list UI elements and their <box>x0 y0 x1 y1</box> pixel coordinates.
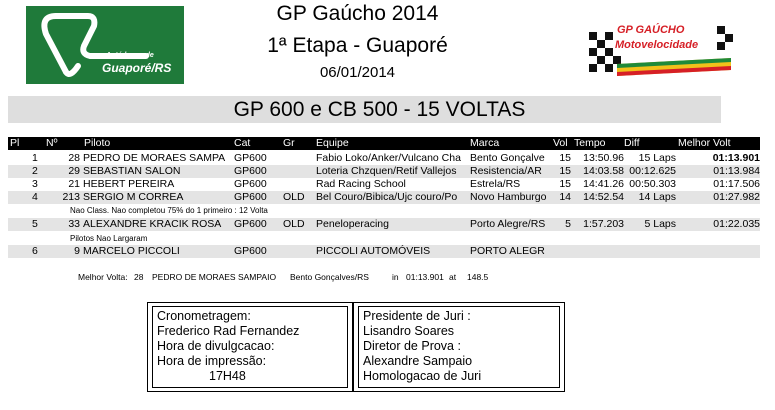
cell-pl: 3 <box>32 178 38 190</box>
box-line: Hora de divulgcacao: <box>157 339 275 353</box>
best-lap-speed: 148.5 <box>467 272 489 282</box>
cell-melhor: 01:17.506 <box>713 178 760 190</box>
cell-diff: 5 Laps <box>644 218 676 230</box>
col-vol: Vol <box>553 137 568 149</box>
box-line: Presidente de Juri : <box>363 309 471 323</box>
cell-piloto: PEDRO DE MORAES SAMPA <box>83 152 226 164</box>
cell-tempo: 1:57.203 <box>583 218 624 230</box>
box-line: Lisandro Soares <box>363 324 455 338</box>
logo-text-2: Motovelocidade <box>615 39 699 51</box>
cell-equipe: Bel Couro/Bibica/Ujc couro/Po <box>316 191 458 203</box>
cell-melhor: 01:13.901 <box>712 152 760 164</box>
table-row <box>8 152 760 165</box>
cell-melhor: 01:22.035 <box>713 218 760 230</box>
cell-cat: GP600 <box>234 245 267 257</box>
event-subtitle: 1ª Etapa - Guaporé <box>267 34 448 57</box>
cell-cat: GP600 <box>234 178 267 190</box>
cell-gr: OLD <box>283 218 305 230</box>
cell-melhor: 01:27.982 <box>713 191 760 203</box>
col-marca: Marca <box>470 137 500 149</box>
cell-pl: 5 <box>32 218 38 230</box>
cell-cat: GP600 <box>234 191 267 203</box>
best-lap-name: PEDRO DE MORAES SAMPAIO <box>152 272 277 282</box>
cell-tempo: 14:03.58 <box>583 165 624 177</box>
col-melhor: Melhor Volt <box>678 137 731 149</box>
col-pl: Pl <box>10 137 20 149</box>
best-lap-time: 01:13.901 <box>406 272 444 282</box>
cell-marca: PORTO ALEGR <box>470 245 545 257</box>
cell-tempo: 14:52.54 <box>583 191 624 203</box>
best-lap-at: at <box>449 272 457 282</box>
table-row <box>8 178 760 191</box>
cell-marca: Novo Hamburgo <box>470 191 547 203</box>
cell-cat: GP600 <box>234 152 267 164</box>
cell-pl: 6 <box>32 245 38 257</box>
cell-gr: OLD <box>283 191 305 203</box>
logo-text-1: GP GAÚCHO <box>617 24 685 36</box>
cell-equipe: Fabio Loko/Anker/Vulcano Cha <box>316 152 461 164</box>
cell-n: 213 <box>62 191 80 203</box>
box-line: Diretor de Prova : <box>363 339 461 353</box>
cell-n: 33 <box>68 218 80 230</box>
cell-vol: 14 <box>559 191 571 203</box>
table-row <box>8 218 760 231</box>
table-row <box>8 191 760 204</box>
logo-caption-1: Autódromo de <box>106 52 154 59</box>
best-lap-in: in <box>392 272 399 282</box>
cell-equipe: Loteria Chzquen/Retif Vallejos <box>316 165 457 177</box>
nao-class-note: Nao Class. Nao completou 75% do 1 primeiro : 12 Volta <box>70 206 268 215</box>
box-line: Alexandre Sampaio <box>363 354 473 368</box>
race-banner: GP 600 e CB 500 - 15 VOLTAS <box>8 96 721 123</box>
cell-marca: Resistencia/AR <box>470 165 542 177</box>
cell-marca: Porto Alegre/RS <box>470 218 546 230</box>
cell-diff: 00:50.303 <box>629 178 676 190</box>
best-lap-label: Melhor Volta: <box>78 272 128 282</box>
cell-piloto: MARCELO PICCOLI <box>83 245 180 257</box>
box-line: Homologacao de Juri <box>363 369 482 383</box>
cell-piloto: SEBASTIAN SALON <box>83 165 181 177</box>
col-tempo: Tempo <box>574 137 606 149</box>
box-line: Frederico Rad Fernandez <box>157 324 300 338</box>
timing-box <box>147 302 353 392</box>
cell-melhor: 01:13.984 <box>713 165 760 177</box>
cell-diff: 00:12.625 <box>629 165 676 177</box>
table-row <box>8 245 760 258</box>
cell-vol: 5 <box>565 218 571 230</box>
cell-pl: 2 <box>32 165 38 177</box>
table-row <box>8 165 760 178</box>
cell-n: 21 <box>68 178 80 190</box>
col-gr: Gr <box>283 137 295 149</box>
cell-n: 9 <box>74 245 80 257</box>
cell-piloto: HEBERT PEREIRA <box>83 178 175 190</box>
cell-vol: 15 <box>559 152 571 164</box>
col-diff: Diff <box>624 137 640 149</box>
nao-largaram-note: Pilotos Nao Largaram <box>70 234 148 243</box>
cell-tempo: 13:50.96 <box>583 152 624 164</box>
col-n: Nº <box>46 137 58 149</box>
box-line: 17H48 <box>209 369 246 383</box>
cell-tempo: 14:41.26 <box>583 178 624 190</box>
cell-marca: Estrela/RS <box>470 178 521 190</box>
logo-caption-2: Guaporé/RS <box>102 61 172 75</box>
event-date: 06/01/2014 <box>319 64 396 81</box>
cell-cat: GP600 <box>234 218 267 230</box>
cell-vol: 15 <box>559 178 571 190</box>
cell-diff: 15 Laps <box>638 152 676 164</box>
event-title: GP Gaúcho 2014 <box>276 2 439 25</box>
cell-piloto: SERGIO M CORREA <box>83 191 184 203</box>
cell-vol: 15 <box>559 165 571 177</box>
col-cat: Cat <box>234 137 251 149</box>
cell-cat: GP600 <box>234 165 267 177</box>
cell-equipe: PICCOLI AUTOMÓVEIS <box>316 245 431 257</box>
cell-marca: Bento Gonçalve <box>470 152 545 164</box>
cell-piloto: ALEXANDRE KRACIK ROSA <box>83 218 222 230</box>
col-piloto: Piloto <box>84 137 111 149</box>
col-equipe: Equipe <box>316 137 349 149</box>
box-line: Hora de impressão: <box>157 354 267 368</box>
jury-box <box>353 302 565 392</box>
box-line: Cronometragem: <box>157 309 251 323</box>
cell-n: 29 <box>68 165 80 177</box>
cell-pl: 4 <box>32 191 38 203</box>
cell-pl: 1 <box>32 152 38 164</box>
cell-diff: 14 Laps <box>638 191 676 203</box>
cell-equipe: Peneloperacing <box>316 218 389 230</box>
best-lap-number: 28 <box>134 272 144 282</box>
cell-equipe: Rad Racing School <box>316 178 406 190</box>
best-lap-city: Bento Gonçalves/RS <box>290 272 369 282</box>
results-header <box>8 137 760 150</box>
cell-n: 28 <box>68 152 80 164</box>
